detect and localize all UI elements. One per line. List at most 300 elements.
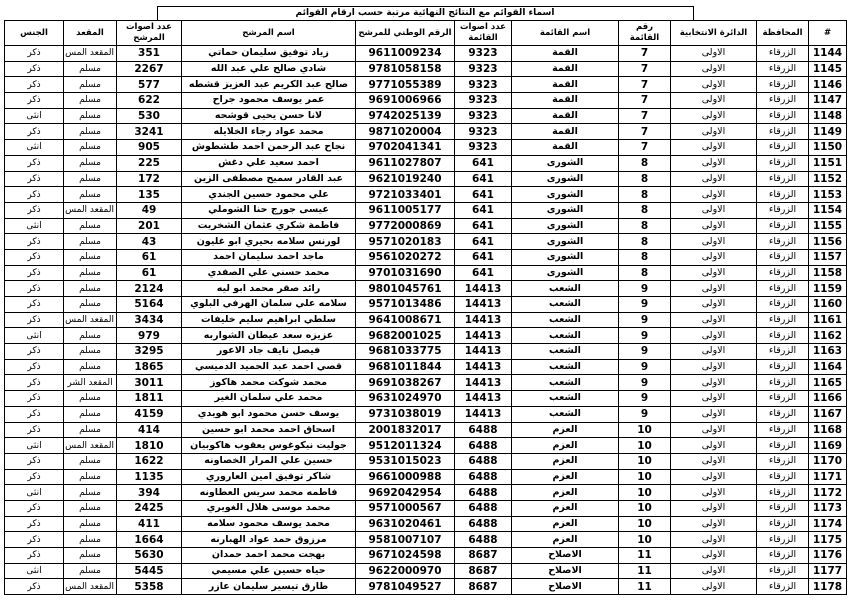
candidate-name-cell: شاكر توفيق امين العاروري xyxy=(182,469,356,485)
list-votes-cell: 641 xyxy=(455,234,512,250)
list-votes-cell: 9323 xyxy=(455,140,512,156)
row-number-cell: 1161 xyxy=(809,312,847,328)
governorate-cell: الزرقاء xyxy=(757,548,809,564)
list-votes-cell: 6488 xyxy=(455,500,512,516)
list-number-cell: 10 xyxy=(619,438,671,454)
candidate-votes-cell: 61 xyxy=(117,265,182,281)
row-number-cell: 1164 xyxy=(809,359,847,375)
candidate-votes-cell: 577 xyxy=(117,77,182,93)
list-number-cell: 8 xyxy=(619,249,671,265)
candidate-name-cell: نجاح عبد الرحمن احمد طشطوش xyxy=(182,140,356,156)
candidate-name-cell: محمد شوكت محمد هاكوز xyxy=(182,375,356,391)
list-name-cell: الشورى xyxy=(512,234,619,250)
candidate-name-cell: حسين علي المرار الخصاونه xyxy=(182,453,356,469)
table-row xyxy=(5,500,847,516)
candidate-name-cell: سلامه علي سلمان الهرفي البلوي xyxy=(182,297,356,313)
district-cell: الاولى xyxy=(671,171,757,187)
list-name-cell: العزم xyxy=(512,532,619,548)
header-seat: المقعد xyxy=(64,21,117,46)
governorate-cell: الزرقاء xyxy=(757,249,809,265)
candidate-name-cell: زياد توفيق سليمان حماتي xyxy=(182,46,356,62)
national-id-cell: 9731038019 xyxy=(356,406,455,422)
list-number-cell: 7 xyxy=(619,46,671,62)
gender-cell: ذكر xyxy=(5,422,64,438)
national-id-cell: 9671024598 xyxy=(356,548,455,564)
governorate-cell: الزرقاء xyxy=(757,516,809,532)
table-row xyxy=(5,344,847,360)
row-number-cell: 1147 xyxy=(809,93,847,109)
list-votes-cell: 641 xyxy=(455,202,512,218)
table-header-row xyxy=(5,21,847,46)
gender-cell: ذكر xyxy=(5,375,64,391)
list-number-cell: 10 xyxy=(619,485,671,501)
list-name-cell: العزم xyxy=(512,485,619,501)
seat-cell: مسلم xyxy=(64,124,117,140)
governorate-cell: الزرقاء xyxy=(757,108,809,124)
national-id-cell: 9512011324 xyxy=(356,438,455,454)
list-name-cell: العزم xyxy=(512,469,619,485)
seat-cell: المقعد المس xyxy=(64,312,117,328)
governorate-cell: الزرقاء xyxy=(757,297,809,313)
candidate-name-cell: يوسف حسن محمود ابو هويدي xyxy=(182,406,356,422)
table-row xyxy=(5,46,847,62)
table-row xyxy=(5,328,847,344)
list-number-cell: 11 xyxy=(619,563,671,579)
governorate-cell: الزرقاء xyxy=(757,469,809,485)
list-name-cell: القمة xyxy=(512,77,619,93)
row-number-cell: 1177 xyxy=(809,563,847,579)
national-id-cell: 9702041341 xyxy=(356,140,455,156)
candidate-votes-cell: 3295 xyxy=(117,344,182,360)
list-votes-cell: 641 xyxy=(455,265,512,281)
governorate-cell: الزرقاء xyxy=(757,46,809,62)
seat-cell: المقعد المس xyxy=(64,438,117,454)
gender-cell: ذكر xyxy=(5,406,64,422)
list-number-cell: 9 xyxy=(619,406,671,422)
candidate-name-cell: شادي صالح علي عبد الله xyxy=(182,61,356,77)
district-cell: الاولى xyxy=(671,422,757,438)
list-name-cell: الاصلاح xyxy=(512,563,619,579)
row-number-cell: 1173 xyxy=(809,500,847,516)
list-name-cell: الشعب xyxy=(512,312,619,328)
list-number-cell: 10 xyxy=(619,453,671,469)
list-name-cell: الشورى xyxy=(512,171,619,187)
row-number-cell: 1174 xyxy=(809,516,847,532)
table-row xyxy=(5,140,847,156)
candidate-name-cell: حياه حسين علي مسيمي xyxy=(182,563,356,579)
gender-cell: ذكر xyxy=(5,359,64,375)
row-number-cell: 1149 xyxy=(809,124,847,140)
district-cell: الاولى xyxy=(671,202,757,218)
candidate-votes-cell: 2267 xyxy=(117,61,182,77)
governorate-cell: الزرقاء xyxy=(757,281,809,297)
governorate-cell: الزرقاء xyxy=(757,187,809,203)
table-row xyxy=(5,453,847,469)
list-number-cell: 11 xyxy=(619,579,671,595)
district-cell: الاولى xyxy=(671,391,757,407)
header-list-number: رقم القائمة xyxy=(619,21,671,46)
gender-cell: انثى xyxy=(5,218,64,234)
list-votes-cell: 14413 xyxy=(455,375,512,391)
list-name-cell: العزم xyxy=(512,453,619,469)
governorate-cell: الزرقاء xyxy=(757,171,809,187)
row-number-cell: 1171 xyxy=(809,469,847,485)
table-row xyxy=(5,548,847,564)
list-number-cell: 7 xyxy=(619,140,671,156)
page-title: اسماء القوائم مع النتائج النهائية مرتبة حسب ارقام القوائم xyxy=(157,6,694,20)
row-number-cell: 1150 xyxy=(809,140,847,156)
list-votes-cell: 9323 xyxy=(455,124,512,140)
row-number-cell: 1148 xyxy=(809,108,847,124)
national-id-cell: 9781049527 xyxy=(356,579,455,595)
list-number-cell: 10 xyxy=(619,500,671,516)
national-id-cell: 9692042954 xyxy=(356,485,455,501)
seat-cell: مسلم xyxy=(64,281,117,297)
candidate-votes-cell: 61 xyxy=(117,249,182,265)
candidate-name-cell: طارق تيسير سليمان عازر xyxy=(182,579,356,595)
list-number-cell: 9 xyxy=(619,297,671,313)
seat-cell: مسلم xyxy=(64,563,117,579)
gender-cell: ذكر xyxy=(5,155,64,171)
candidate-name-cell: محمد عواد رجاء الخلايله xyxy=(182,124,356,140)
national-id-cell: 9641008671 xyxy=(356,312,455,328)
list-name-cell: العزم xyxy=(512,500,619,516)
header-gender: الجنس xyxy=(5,21,64,46)
national-id-cell: 9682001025 xyxy=(356,328,455,344)
national-id-cell: 9531015023 xyxy=(356,453,455,469)
table-row xyxy=(5,422,847,438)
row-number-cell: 1154 xyxy=(809,202,847,218)
candidate-votes-cell: 351 xyxy=(117,46,182,62)
row-number-cell: 1155 xyxy=(809,218,847,234)
candidate-name-cell: صالح عبد الكريم عبد العزيز قشطه xyxy=(182,77,356,93)
table-row xyxy=(5,281,847,297)
governorate-cell: الزرقاء xyxy=(757,344,809,360)
gender-cell: ذكر xyxy=(5,344,64,360)
seat-cell: مسلم xyxy=(64,422,117,438)
gender-cell: انثى xyxy=(5,438,64,454)
list-name-cell: العزم xyxy=(512,516,619,532)
table-row xyxy=(5,579,847,595)
row-number-cell: 1144 xyxy=(809,46,847,62)
list-votes-cell: 14413 xyxy=(455,359,512,375)
district-cell: الاولى xyxy=(671,469,757,485)
national-id-cell: 9742025139 xyxy=(356,108,455,124)
list-votes-cell: 6488 xyxy=(455,516,512,532)
list-votes-cell: 641 xyxy=(455,187,512,203)
list-votes-cell: 9323 xyxy=(455,61,512,77)
national-id-cell: 9771055389 xyxy=(356,77,455,93)
district-cell: الاولى xyxy=(671,453,757,469)
list-votes-cell: 641 xyxy=(455,249,512,265)
list-votes-cell: 6488 xyxy=(455,532,512,548)
list-votes-cell: 641 xyxy=(455,155,512,171)
table-row xyxy=(5,234,847,250)
table-row xyxy=(5,297,847,313)
gender-cell: ذكر xyxy=(5,187,64,203)
list-number-cell: 9 xyxy=(619,344,671,360)
gender-cell: ذكر xyxy=(5,61,64,77)
candidate-votes-cell: 5164 xyxy=(117,297,182,313)
list-number-cell: 8 xyxy=(619,187,671,203)
seat-cell: مسلم xyxy=(64,218,117,234)
candidate-votes-cell: 3011 xyxy=(117,375,182,391)
seat-cell: مسلم xyxy=(64,140,117,156)
national-id-cell: 9622000970 xyxy=(356,563,455,579)
gender-cell: ذكر xyxy=(5,171,64,187)
gender-cell: ذكر xyxy=(5,93,64,109)
district-cell: الاولى xyxy=(671,234,757,250)
candidate-votes-cell: 4159 xyxy=(117,406,182,422)
seat-cell: مسلم xyxy=(64,155,117,171)
table-row xyxy=(5,532,847,548)
candidate-name-cell: محمد موسى هلال الغويري xyxy=(182,500,356,516)
district-cell: الاولى xyxy=(671,61,757,77)
candidate-votes-cell: 5630 xyxy=(117,548,182,564)
header-number: # xyxy=(809,21,847,46)
district-cell: الاولى xyxy=(671,516,757,532)
row-number-cell: 1176 xyxy=(809,548,847,564)
candidate-votes-cell: 5358 xyxy=(117,579,182,595)
list-name-cell: الشورى xyxy=(512,265,619,281)
candidate-votes-cell: 1135 xyxy=(117,469,182,485)
national-id-cell: 9571013486 xyxy=(356,297,455,313)
results-sheet xyxy=(4,6,846,595)
gender-cell: ذكر xyxy=(5,46,64,62)
seat-cell: مسلم xyxy=(64,93,117,109)
seat-cell: مسلم xyxy=(64,406,117,422)
candidate-votes-cell: 2124 xyxy=(117,281,182,297)
row-number-cell: 1151 xyxy=(809,155,847,171)
gender-cell: ذكر xyxy=(5,281,64,297)
row-number-cell: 1156 xyxy=(809,234,847,250)
district-cell: الاولى xyxy=(671,93,757,109)
governorate-cell: الزرقاء xyxy=(757,391,809,407)
candidate-votes-cell: 905 xyxy=(117,140,182,156)
list-votes-cell: 641 xyxy=(455,171,512,187)
candidate-name-cell: ماجد احمد سليمان احمد xyxy=(182,249,356,265)
table-row xyxy=(5,93,847,109)
candidate-votes-cell: 1811 xyxy=(117,391,182,407)
list-votes-cell: 14413 xyxy=(455,391,512,407)
table-row xyxy=(5,438,847,454)
table-row xyxy=(5,155,847,171)
candidate-name-cell: جوليت نيكوغوس يعقوب هاكوبيان xyxy=(182,438,356,454)
national-id-cell: 9781058158 xyxy=(356,61,455,77)
governorate-cell: الزرقاء xyxy=(757,359,809,375)
list-number-cell: 10 xyxy=(619,516,671,532)
district-cell: الاولى xyxy=(671,187,757,203)
list-votes-cell: 14413 xyxy=(455,312,512,328)
candidate-name-cell: عزيزه سعد عيطان الشواربه xyxy=(182,328,356,344)
seat-cell: مسلم xyxy=(64,328,117,344)
national-id-cell: 9611005177 xyxy=(356,202,455,218)
candidate-name-cell: محمد علي سلمان الغير xyxy=(182,391,356,407)
seat-cell: مسلم xyxy=(64,344,117,360)
list-votes-cell: 9323 xyxy=(455,93,512,109)
candidate-votes-cell: 225 xyxy=(117,155,182,171)
list-name-cell: الشعب xyxy=(512,297,619,313)
list-votes-cell: 14413 xyxy=(455,406,512,422)
table-row xyxy=(5,61,847,77)
header-candidate-name: اسم المرشح xyxy=(182,21,356,46)
list-name-cell: القمة xyxy=(512,61,619,77)
seat-cell: مسلم xyxy=(64,359,117,375)
district-cell: الاولى xyxy=(671,548,757,564)
gender-cell: ذكر xyxy=(5,249,64,265)
gender-cell: ذكر xyxy=(5,312,64,328)
table-row xyxy=(5,485,847,501)
list-name-cell: الشورى xyxy=(512,249,619,265)
candidate-name-cell: عمر يوسف محمود جراح xyxy=(182,93,356,109)
row-number-cell: 1172 xyxy=(809,485,847,501)
seat-cell: مسلم xyxy=(64,187,117,203)
list-votes-cell: 9323 xyxy=(455,46,512,62)
candidate-name-cell: فاطمه محمد سريس العطاونه xyxy=(182,485,356,501)
list-number-cell: 10 xyxy=(619,469,671,485)
list-votes-cell: 14413 xyxy=(455,344,512,360)
header-list-votes: عدد اصوات القائمة xyxy=(455,21,512,46)
candidate-votes-cell: 43 xyxy=(117,234,182,250)
gender-cell: انثى xyxy=(5,328,64,344)
gender-cell: ذكر xyxy=(5,265,64,281)
list-number-cell: 8 xyxy=(619,218,671,234)
governorate-cell: الزرقاء xyxy=(757,61,809,77)
candidate-name-cell: سلطي ابراهيم سليم خليفات xyxy=(182,312,356,328)
national-id-cell: 9691006966 xyxy=(356,93,455,109)
list-name-cell: الاصلاح xyxy=(512,579,619,595)
seat-cell: مسلم xyxy=(64,249,117,265)
governorate-cell: الزرقاء xyxy=(757,140,809,156)
district-cell: الاولى xyxy=(671,77,757,93)
list-name-cell: الشعب xyxy=(512,359,619,375)
district-cell: الاولى xyxy=(671,108,757,124)
national-id-cell: 9681033775 xyxy=(356,344,455,360)
candidate-name-cell: رائد صقر محمد ابو ليه xyxy=(182,281,356,297)
district-cell: الاولى xyxy=(671,312,757,328)
candidate-votes-cell: 1622 xyxy=(117,453,182,469)
list-votes-cell: 14413 xyxy=(455,281,512,297)
governorate-cell: الزرقاء xyxy=(757,218,809,234)
candidate-votes-cell: 979 xyxy=(117,328,182,344)
row-number-cell: 1158 xyxy=(809,265,847,281)
gender-cell: انثى xyxy=(5,140,64,156)
seat-cell: المقعد المس xyxy=(64,579,117,595)
gender-cell: ذكر xyxy=(5,500,64,516)
row-number-cell: 1178 xyxy=(809,579,847,595)
seat-cell: مسلم xyxy=(64,548,117,564)
header-district: الدائرة الانتخابية xyxy=(671,21,757,46)
table-row xyxy=(5,171,847,187)
list-number-cell: 8 xyxy=(619,171,671,187)
national-id-cell: 9611027807 xyxy=(356,155,455,171)
gender-cell: ذكر xyxy=(5,234,64,250)
candidate-votes-cell: 172 xyxy=(117,171,182,187)
candidate-votes-cell: 2425 xyxy=(117,500,182,516)
row-number-cell: 1168 xyxy=(809,422,847,438)
candidate-votes-cell: 3241 xyxy=(117,124,182,140)
list-number-cell: 11 xyxy=(619,548,671,564)
national-id-cell: 9691038267 xyxy=(356,375,455,391)
list-name-cell: الشعب xyxy=(512,328,619,344)
gender-cell: ذكر xyxy=(5,579,64,595)
header-list-name: اسم القائمة xyxy=(512,21,619,46)
seat-cell: المقعد الشر xyxy=(64,375,117,391)
governorate-cell: الزرقاء xyxy=(757,375,809,391)
list-name-cell: القمة xyxy=(512,140,619,156)
list-number-cell: 9 xyxy=(619,281,671,297)
row-number-cell: 1159 xyxy=(809,281,847,297)
district-cell: الاولى xyxy=(671,281,757,297)
district-cell: الاولى xyxy=(671,579,757,595)
seat-cell: مسلم xyxy=(64,265,117,281)
table-row xyxy=(5,391,847,407)
district-cell: الاولى xyxy=(671,359,757,375)
governorate-cell: الزرقاء xyxy=(757,422,809,438)
list-name-cell: الشعب xyxy=(512,375,619,391)
district-cell: الاولى xyxy=(671,218,757,234)
row-number-cell: 1157 xyxy=(809,249,847,265)
seat-cell: مسلم xyxy=(64,234,117,250)
seat-cell: مسلم xyxy=(64,297,117,313)
list-name-cell: القمة xyxy=(512,93,619,109)
gender-cell: ذكر xyxy=(5,202,64,218)
gender-cell: ذكر xyxy=(5,453,64,469)
table-row xyxy=(5,563,847,579)
national-id-cell: 9721033401 xyxy=(356,187,455,203)
list-name-cell: القمة xyxy=(512,46,619,62)
candidate-name-cell: قصي احمد عبد الحميد الدميسي xyxy=(182,359,356,375)
national-id-cell: 9581007107 xyxy=(356,532,455,548)
candidate-votes-cell: 414 xyxy=(117,422,182,438)
list-name-cell: الشعب xyxy=(512,344,619,360)
candidate-name-cell: عبد القادر سميح مصطفى الزين xyxy=(182,171,356,187)
national-id-cell: 9611009234 xyxy=(356,46,455,62)
candidate-name-cell: فيصل نايف جاد الاعور xyxy=(182,344,356,360)
list-name-cell: الشورى xyxy=(512,202,619,218)
gender-cell: انثى xyxy=(5,563,64,579)
candidate-name-cell: لانا حسن يحيى قوشحه xyxy=(182,108,356,124)
list-votes-cell: 9323 xyxy=(455,77,512,93)
header-national-id: الرقم الوطني للمرشح xyxy=(356,21,455,46)
district-cell: الاولى xyxy=(671,265,757,281)
governorate-cell: الزرقاء xyxy=(757,438,809,454)
list-number-cell: 7 xyxy=(619,108,671,124)
row-number-cell: 1165 xyxy=(809,375,847,391)
seat-cell: المقعد المس xyxy=(64,46,117,62)
list-number-cell: 7 xyxy=(619,77,671,93)
seat-cell: مسلم xyxy=(64,453,117,469)
seat-cell: مسلم xyxy=(64,485,117,501)
gender-cell: ذكر xyxy=(5,516,64,532)
governorate-cell: الزرقاء xyxy=(757,155,809,171)
governorate-cell: الزرقاء xyxy=(757,265,809,281)
list-votes-cell: 8687 xyxy=(455,579,512,595)
list-number-cell: 7 xyxy=(619,93,671,109)
candidate-name-cell: لورنس سلامه بحيري ابو غليون xyxy=(182,234,356,250)
district-cell: الاولى xyxy=(671,500,757,516)
gender-cell: انثى xyxy=(5,485,64,501)
national-id-cell: 9772000869 xyxy=(356,218,455,234)
row-number-cell: 1160 xyxy=(809,297,847,313)
candidate-name-cell: احمد سعيد علي دغش xyxy=(182,155,356,171)
governorate-cell: الزرقاء xyxy=(757,124,809,140)
governorate-cell: الزرقاء xyxy=(757,328,809,344)
row-number-cell: 1145 xyxy=(809,61,847,77)
district-cell: الاولى xyxy=(671,344,757,360)
results-table xyxy=(4,20,847,595)
candidate-votes-cell: 3434 xyxy=(117,312,182,328)
